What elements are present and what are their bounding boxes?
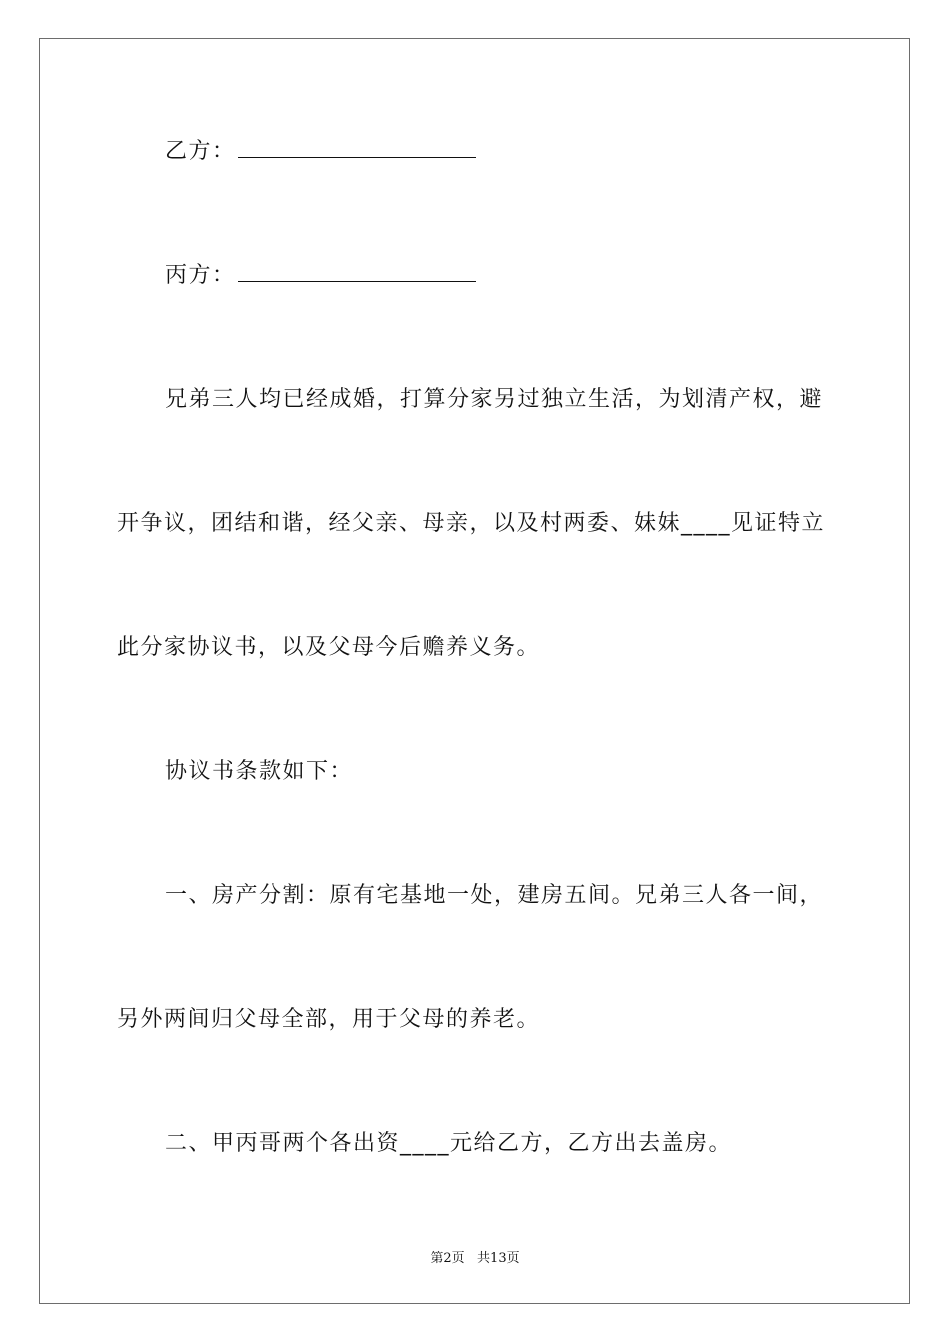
- clause1-line-2: 另外两间归父母全部，用于父母的养老。: [117, 1007, 541, 1032]
- party-bing-label: 丙方：: [165, 263, 236, 288]
- clauses-heading: 协议书条款如下：: [165, 759, 354, 784]
- intro-line-2: 开争议，团结和谐，经父亲、母亲，以及村两委、妹妹____见证特立: [117, 511, 826, 536]
- party-bing-line: [165, 261, 476, 291]
- party-yi-label: 乙方：: [165, 139, 236, 164]
- party-yi-blank: [238, 139, 476, 158]
- clause1-line-1: 一、房产分割：原有宅基地一处，建房五间。兄弟三人各一间，: [165, 883, 824, 908]
- intro-line-3: 此分家协议书，以及父母今后赡养义务。: [117, 635, 541, 660]
- page-footer: [0, 1247, 950, 1266]
- party-bing-blank: [238, 263, 476, 282]
- party-yi-line: [165, 137, 476, 167]
- intro-line-1: 兄弟三人均已经成婚，打算分家另过独立生活，为划清产权，避: [165, 387, 824, 412]
- page-number-text: 第2页 共13页: [430, 1251, 520, 1266]
- clause2-line-1: 二、甲丙哥两个各出资____元给乙方，乙方出去盖房。: [165, 1131, 733, 1156]
- page-frame: [39, 38, 910, 1304]
